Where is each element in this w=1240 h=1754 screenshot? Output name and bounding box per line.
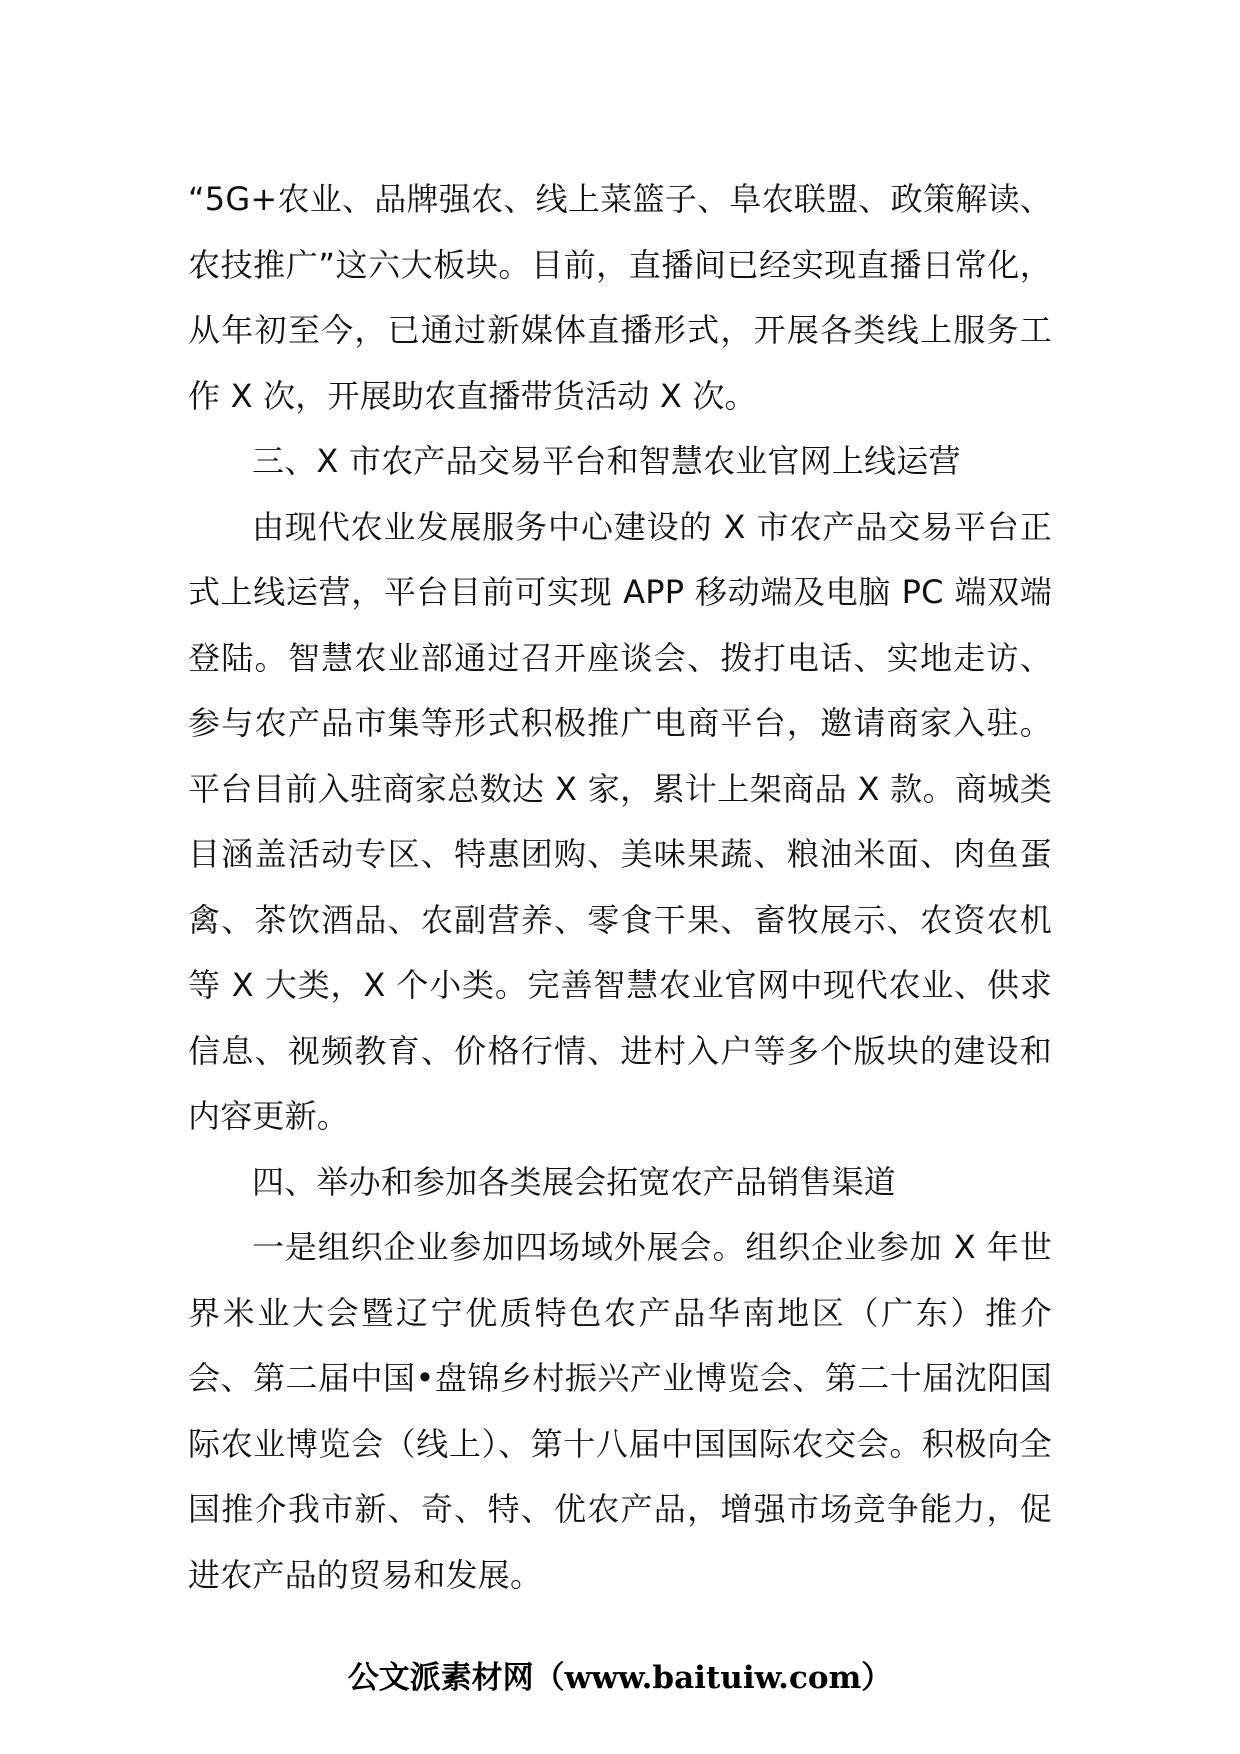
document-body <box>188 167 1052 1608</box>
footer-watermark: 公文派素材网（www.baituiw.com） <box>347 1660 893 1696</box>
section-heading-4: 四、举办和参加各类展会拓宽农产品销售渠道 <box>252 1162 897 1201</box>
paragraph-continuation: “5G+农业、品牌强农、线上菜篮子、阜农联盟、政策解读、农技推广”这六大板块。目前，直播间已经实现直播日常化，从年初至今，已通过新媒体直播形式，开展各类线上服务工作 X 次，开展助农直播带货活动 X 次。 <box>188 180 1052 415</box>
section-heading-3: 三、X 市农产品交易平台和智慧农业官网上线运营 <box>252 442 961 480</box>
paragraph-platform: 由现代农业发展服务中心建设的 X 市农产品交易平台正式上线运营，平台目前可实现 APP 移动端及电脑 PC 端双端登陆。智慧农业部通过召开座谈会、拨打电话、实地走访、参与农产品市集等形式积极推广电商平台，邀请商家入驻。平台目前入驻商家总数达 X 家，累计上架商品 X 款。商城类目涵盖活动专区、特惠团购、美味果蔬、粮油米面、肉鱼蛋禽、茶饮酒品、农副营养、零食干果、畜牧展示、农资农机等 X 大类，X 个小类。完善智慧农业官网中现代农业、供求信息、视频教育、价格行情、进村入户等多个版块的建设和内容更新。 <box>188 507 1052 1135</box>
paragraph-exhibitions: 一是组织企业参加四场域外展会。组织企业参加 X 年世界米业大会暨辽宁优质特色农产品华南地区（广东）推介会、第二届中国•盘锦乡村振兴产业博览会、第二十届沈阳国际农业博览会（线上）、第十八届中国国际农交会。积极向全国推介我市新、奇、特、优农产品，增强市场竞争能力，促进农产品的贸易和发展。 <box>188 1228 1052 1594</box>
